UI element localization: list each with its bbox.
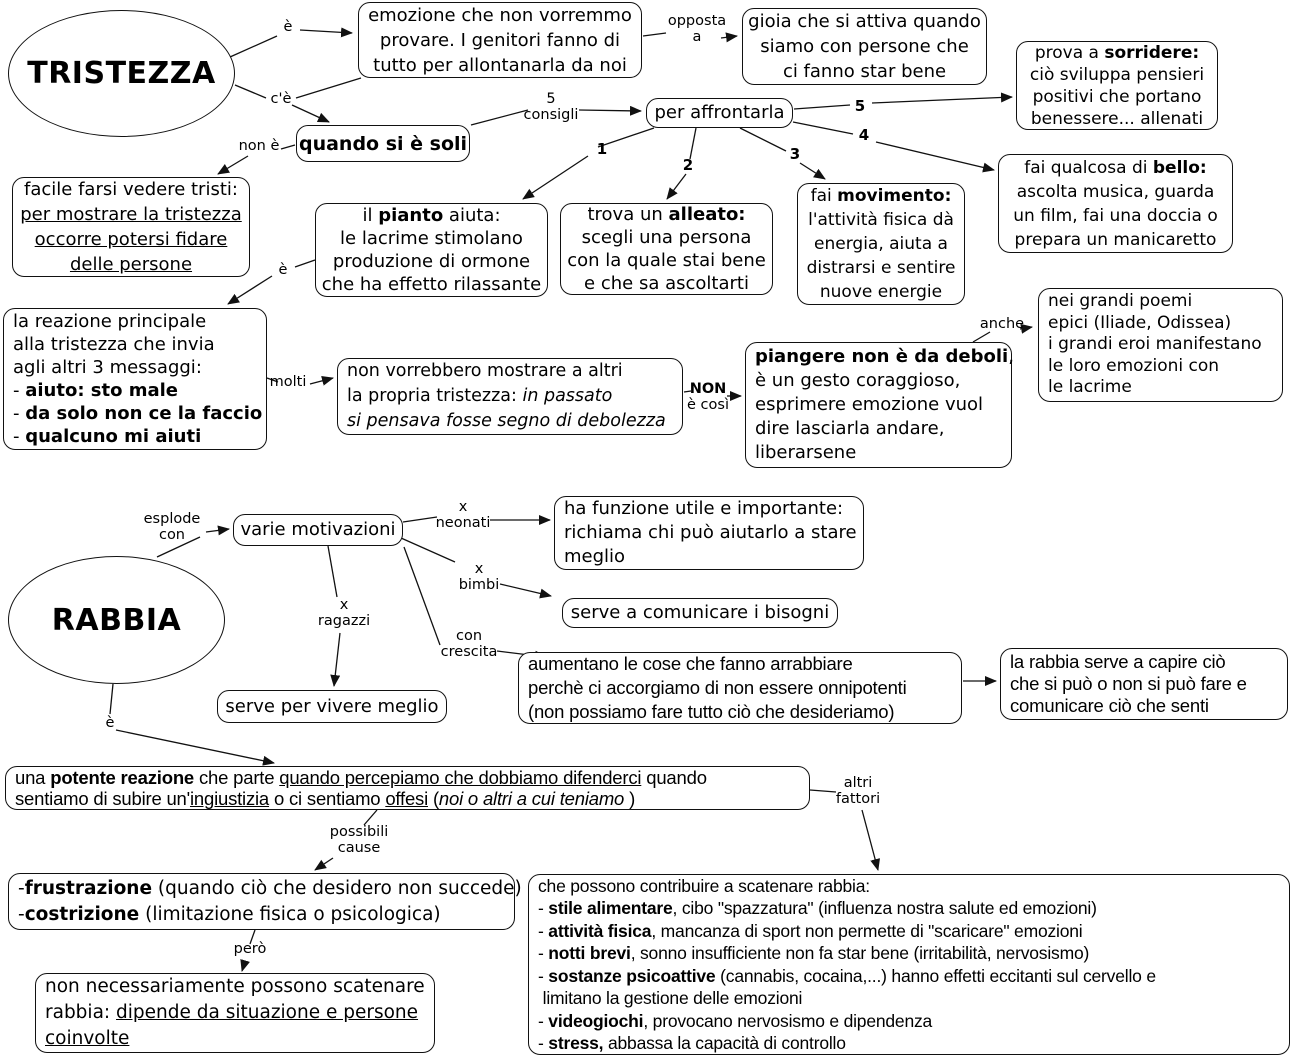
text-line: per mostrare la tristezza — [20, 204, 242, 225]
text-seg: la propria tristezza: — [347, 386, 523, 406]
node-altri-fattori-lista — [528, 874, 1290, 1055]
text-seg: aiuto: sto male — [25, 380, 179, 401]
node-alleato — [560, 203, 773, 295]
text-line — [18, 876, 522, 902]
edge-label-non-e-cosi — [687, 382, 729, 413]
text-line: con la quale stai bene — [567, 250, 766, 271]
edge-label-x-neonati — [436, 500, 491, 531]
text-line: si pensava fosse segno di debolezza — [347, 411, 666, 431]
edge-consigli-affrontarla — [579, 110, 641, 111]
edge-label-x-bimbi — [459, 562, 500, 593]
text-seg: prova a — [1034, 42, 1105, 63]
edge-affrontarla-n4 — [793, 122, 853, 134]
text-line: scegli una persona — [581, 227, 752, 248]
text-seg: (cannabis, cocaina,...) hanno effetti eccitanti sul cervello e — [715, 965, 1156, 986]
text-line: varie motivazioni — [240, 519, 396, 540]
text-line: l'attività fisica dà — [808, 210, 954, 230]
text-line: x — [474, 561, 484, 577]
node-piangere-non-deboli — [745, 342, 1012, 468]
text-line: possibili — [329, 824, 389, 840]
node-quando-si-e-soli — [296, 125, 470, 162]
text-seg: sentiamo di subire un' — [15, 788, 190, 809]
node-facile-farsi-vedere — [12, 177, 250, 277]
text-seg: il — [362, 205, 379, 226]
node-poemi-epici — [1038, 288, 1283, 402]
text-seg: costrizione — [24, 903, 140, 925]
edge-none-facile — [218, 156, 248, 174]
text-line — [362, 204, 500, 227]
text-line: distrarsi e sentire — [806, 258, 956, 278]
text-seg: fai qualcosa di — [1024, 157, 1153, 178]
edge-label-anche: anche — [979, 316, 1025, 332]
text-line: opposta — [667, 13, 727, 29]
text-line: che possono contribuire a scatenare rabbia: — [538, 875, 870, 896]
text-line: 5 — [546, 91, 556, 107]
text-seg: trova un — [587, 204, 669, 225]
edge-molti-vorrebbero — [310, 378, 333, 384]
text-seg: , mancanza di sport non permette di "scaricare" emozioni — [651, 920, 1083, 941]
text-line: con — [158, 526, 186, 543]
node-potente-reazione — [5, 766, 810, 810]
text-seg: da solo non ce la faccio — [25, 403, 263, 424]
text-seg: - — [13, 426, 26, 447]
edge-bimbi-comunicare — [500, 584, 551, 596]
edge-e3-potente — [116, 730, 274, 763]
text-line — [538, 1010, 932, 1033]
text-line: non necessariamente possono scatenare — [45, 976, 425, 997]
text-line — [45, 1000, 418, 1026]
text-seg: ingiustizia — [189, 788, 270, 809]
edge-label-possibili-cause — [330, 825, 389, 856]
text-seg: - — [538, 1010, 549, 1031]
text-seg: quando — [641, 766, 707, 788]
node-bello — [998, 154, 1233, 253]
text-line — [587, 203, 745, 226]
text-seg: , sonno insufficiente non fa star bene (irritabilità, nervosismo) — [630, 943, 1090, 963]
text-line: liberarsene — [755, 442, 857, 463]
text-line: esprimere emozione vuol — [755, 394, 984, 415]
text-seg: rabbia: — [45, 1002, 117, 1023]
text-line: delle persone — [69, 254, 193, 275]
node-emozione — [358, 2, 642, 78]
text-line: altri — [843, 775, 873, 791]
text-seg: - — [538, 1033, 549, 1053]
text-line: quando si è soli — [298, 132, 468, 155]
text-line: le lacrime stimolano — [340, 228, 523, 249]
text-seg: movimento: — [837, 186, 952, 206]
text-line: che ha effetto rilassante — [321, 274, 542, 295]
edge-affrontarla-n3 — [740, 128, 786, 151]
text-line: NON — [689, 381, 727, 397]
edge-label-2: 2 — [682, 156, 694, 174]
text-line: prepara un manicaretto — [1014, 229, 1217, 250]
edge-label-con-crescita — [441, 629, 498, 660]
text-line — [538, 897, 1097, 920]
edge-e2-reazione — [228, 276, 272, 304]
text-seg: bello: — [1152, 157, 1207, 178]
edge-label-altri-fattori — [836, 776, 880, 807]
text-seg: - — [13, 403, 26, 424]
text-line: la rabbia serve a capire ciò — [1010, 651, 1226, 672]
text-line: gioia che si attiva quando — [748, 11, 981, 32]
node-non-necessariamente — [35, 973, 435, 1053]
text-line: facile farsi vedere tristi: — [24, 179, 238, 200]
node-reazione-principale — [3, 308, 267, 450]
text-line: nei grandi poemi — [1048, 291, 1193, 312]
node-non-vorrebbero — [337, 358, 683, 435]
edge-label-non-e: non è — [238, 138, 280, 154]
text-seg: attività fisica — [548, 920, 652, 941]
text-seg: pianto — [378, 205, 444, 226]
text-line: produzione di ormone — [332, 251, 531, 272]
node-pianto — [315, 203, 548, 297]
edge-potente-possibili — [364, 810, 377, 825]
text-line: consigli — [523, 106, 579, 123]
edge-rabbia-e3 — [110, 684, 113, 714]
text-line: coinvolte — [45, 1028, 130, 1049]
text-line: tutto per allontanarla da noi — [373, 54, 627, 76]
edge-n4-bello — [876, 142, 994, 170]
edge-affrontarla-n2 — [690, 128, 696, 159]
edge-label-1: 1 — [596, 140, 608, 158]
text-seg: aiuta: — [443, 205, 501, 226]
edge-label-4: 4 — [858, 126, 870, 144]
text-seg: ) — [624, 788, 636, 809]
text-line: le lacrime — [1048, 377, 1132, 398]
edge-e-emozione — [300, 30, 352, 33]
node-title: TRISTEZZA — [27, 56, 216, 91]
text-line: e che sa ascoltarti — [584, 273, 749, 294]
text-line: con — [455, 628, 483, 644]
node-rabbia — [8, 556, 225, 684]
text-line: limitano la gestione delle emozioni — [538, 988, 803, 1008]
text-line: non vorrebbero mostrare a altri — [347, 361, 623, 381]
edge-tristezza-e — [230, 36, 277, 57]
text-line — [18, 902, 441, 928]
node-gioia — [742, 8, 987, 85]
edge-n5-prova — [872, 97, 1012, 103]
edge-possibili-cause — [315, 858, 333, 870]
text-seg: stile alimentare — [548, 898, 673, 918]
text-seg: dipende da situazione e persone — [116, 1002, 419, 1023]
text-seg: sorridere: — [1104, 42, 1200, 63]
text-line: (non possiamo fare tutto ciò che desideriamo) — [528, 701, 895, 722]
edge-label-e3: è — [105, 715, 115, 731]
text-line — [538, 920, 1082, 943]
edge-varie-crescita — [404, 547, 440, 645]
edge-potente-altri — [810, 790, 836, 792]
edge-pero-necessariamente — [242, 961, 245, 971]
text-line: occorre potersi fidare — [34, 229, 228, 250]
text-seg: che parte — [194, 766, 280, 788]
text-line: ciò sviluppa pensieri — [1029, 64, 1205, 85]
text-line: comunicare ciò che senti — [1010, 695, 1209, 716]
text-line: le loro emozioni con — [1048, 355, 1220, 376]
text-seg: abbassa la capacità di controllo — [603, 1033, 846, 1053]
edge-ce-quando — [292, 105, 329, 122]
text-line: ragazzi — [317, 612, 371, 629]
text-line — [811, 184, 952, 208]
edge-piangere-anche — [973, 332, 990, 342]
edge-label-x-ragazzi — [318, 598, 370, 629]
text-seg: - — [538, 943, 549, 963]
text-line: serve per vivere meglio — [225, 695, 439, 717]
edge-esplode-varie — [206, 529, 229, 532]
node-aumentano-cose — [518, 652, 962, 724]
text-line: un film, fai una doccia o — [1013, 205, 1218, 226]
text-line: serve a comunicare i bisogni — [570, 602, 830, 623]
edge-label-pero: però — [233, 941, 267, 957]
text-line: energia, aiuta a — [814, 234, 948, 254]
edge-label-molti: molti — [269, 374, 307, 390]
text-line: cause — [337, 839, 381, 856]
text-seg: piangere non è da deboli — [755, 346, 1009, 367]
node-title: RABBIA — [51, 602, 182, 638]
text-seg: noi o altri a cui teniamo — [438, 788, 625, 809]
edge-emozione-ce — [296, 78, 361, 98]
text-seg: videogiochi — [548, 1010, 644, 1031]
text-seg: - — [13, 380, 26, 401]
text-seg: qualcuno mi aiuti — [25, 426, 202, 447]
edge-affrontarla-n5 — [794, 105, 850, 109]
text-seg: offesi — [385, 788, 428, 809]
edge-label-opposta-a — [668, 14, 726, 45]
text-seg: , — [1008, 346, 1014, 367]
text-line: aumentano le cose che fanno arrabbiare — [528, 653, 853, 674]
text-seg: - — [18, 877, 25, 899]
text-line: ci fanno star bene — [782, 61, 947, 82]
text-line — [13, 402, 262, 425]
text-line: richiama chi può aiutarlo a stare — [564, 522, 857, 543]
edge-n3-movimento — [800, 163, 825, 179]
text-line: è un gesto coraggioso, — [755, 370, 961, 391]
text-line: positivi che portano — [1032, 86, 1202, 107]
text-line — [538, 965, 1156, 988]
text-line: epici (Iliade, Odissea) — [1048, 312, 1232, 333]
text-seg: ( — [428, 788, 439, 809]
text-line: crescita — [440, 643, 498, 660]
text-line — [755, 345, 1014, 369]
text-line — [347, 384, 612, 409]
text-line: perchè ci accorgiamo di non essere onnipotenti — [528, 677, 907, 698]
text-line: benessere... allenati — [1030, 108, 1204, 129]
text-line — [538, 942, 1089, 965]
text-line: meglio — [564, 546, 626, 567]
text-line: i grandi eroi manifestano — [1048, 334, 1262, 355]
edge-label-5: 5 — [854, 97, 866, 115]
edge-emozione-opposta — [643, 33, 666, 36]
edge-n1-pianto — [523, 156, 588, 199]
node-comunicare-bisogni — [562, 598, 838, 628]
edge-n2-alleato — [667, 174, 686, 199]
text-line: esplode — [143, 511, 201, 527]
node-prova-sorridere — [1016, 41, 1218, 130]
text-line: nuove energie — [819, 282, 943, 302]
text-seg: - — [538, 898, 549, 918]
text-line: la reazione principale — [13, 311, 207, 332]
text-seg: , cibo "spazzatura" (influenza nostra salute ed emozioni) — [672, 898, 1097, 918]
edge-label-e: è — [283, 19, 293, 35]
text-seg: - — [538, 920, 549, 941]
node-varie-motivazioni — [233, 514, 403, 546]
text-line: ha funzione utile e importante: — [564, 498, 844, 519]
text-seg: notti brevi — [548, 943, 631, 963]
text-line — [13, 425, 201, 448]
edge-label-ce: c'è — [270, 91, 292, 107]
node-tristezza — [8, 10, 235, 137]
text-line: che si può o non si può fare e — [1010, 673, 1247, 694]
text-line — [1035, 42, 1199, 64]
edge-quando-none — [281, 145, 295, 149]
text-line: agli altri 3 messaggi: — [13, 357, 202, 378]
text-line: fattori — [835, 790, 881, 807]
edge-varie-ragazzi — [328, 546, 337, 597]
edge-pianto-e2 — [295, 260, 315, 267]
text-line: siamo con persone che — [760, 36, 969, 57]
text-line: neonati — [435, 514, 491, 531]
text-seg: una — [15, 766, 51, 788]
node-funzione-utile — [554, 496, 864, 570]
text-seg: in passato — [522, 386, 613, 406]
text-seg: alleato: — [668, 204, 746, 225]
text-seg: fai — [810, 186, 838, 206]
edge-ragazzi-vivere — [334, 633, 340, 686]
text-line — [13, 379, 178, 402]
edge-varie-neonati — [403, 517, 437, 522]
text-seg: - — [538, 965, 549, 986]
edge-quando-consigli — [471, 110, 528, 125]
edge-tristezza-ce — [235, 85, 266, 98]
edge-label-3: 3 — [789, 145, 801, 163]
text-line: dire lasciarla andare, — [755, 418, 945, 439]
text-seg: potente reazione — [50, 766, 195, 788]
text-seg: sostanze psicoattive — [548, 965, 716, 986]
node-vivere-meglio — [217, 690, 447, 723]
text-line: x — [339, 597, 349, 613]
edge-altri-fattori — [862, 810, 878, 870]
text-line: bimbi — [458, 576, 500, 593]
edge-varie-bimbi — [401, 538, 455, 562]
text-line: provare. I genitori fanno di — [379, 29, 621, 51]
text-line: x — [458, 499, 468, 515]
text-seg: - — [18, 903, 25, 925]
node-per-affrontarla — [646, 98, 793, 128]
text-seg: o ci sentiamo — [269, 788, 386, 809]
edge-label-esplode-con — [144, 512, 201, 543]
text-seg: frustrazione — [24, 877, 153, 899]
text-line — [538, 1032, 846, 1055]
text-line: è così — [687, 396, 729, 413]
text-seg: quando percepiamo che dobbiamo difenderci — [279, 766, 642, 788]
text-line: emozione che non vorremmo — [368, 4, 632, 26]
text-line — [15, 788, 635, 810]
node-movimento — [797, 183, 965, 305]
text-seg: , provocano nervosismo e dipendenza — [643, 1010, 933, 1031]
text-line: per affrontarla — [654, 102, 785, 123]
text-line — [1024, 156, 1206, 180]
text-seg: stress, — [548, 1033, 604, 1053]
text-line — [15, 767, 707, 789]
node-frustrazione-costrizione — [8, 873, 522, 930]
text-seg: (limitazione fisica o psicologica) — [139, 903, 441, 925]
edge-label-5-consigli — [524, 92, 579, 123]
text-line: a — [692, 28, 702, 45]
text-line: alla tristezza che invia — [13, 334, 215, 355]
edge-label-e2: è — [278, 262, 288, 278]
text-seg: (quando ciò che desidero non succede) — [152, 877, 522, 899]
node-rabbia-serve-capire — [1000, 648, 1288, 720]
text-line: ascolta musica, guarda — [1016, 181, 1215, 202]
